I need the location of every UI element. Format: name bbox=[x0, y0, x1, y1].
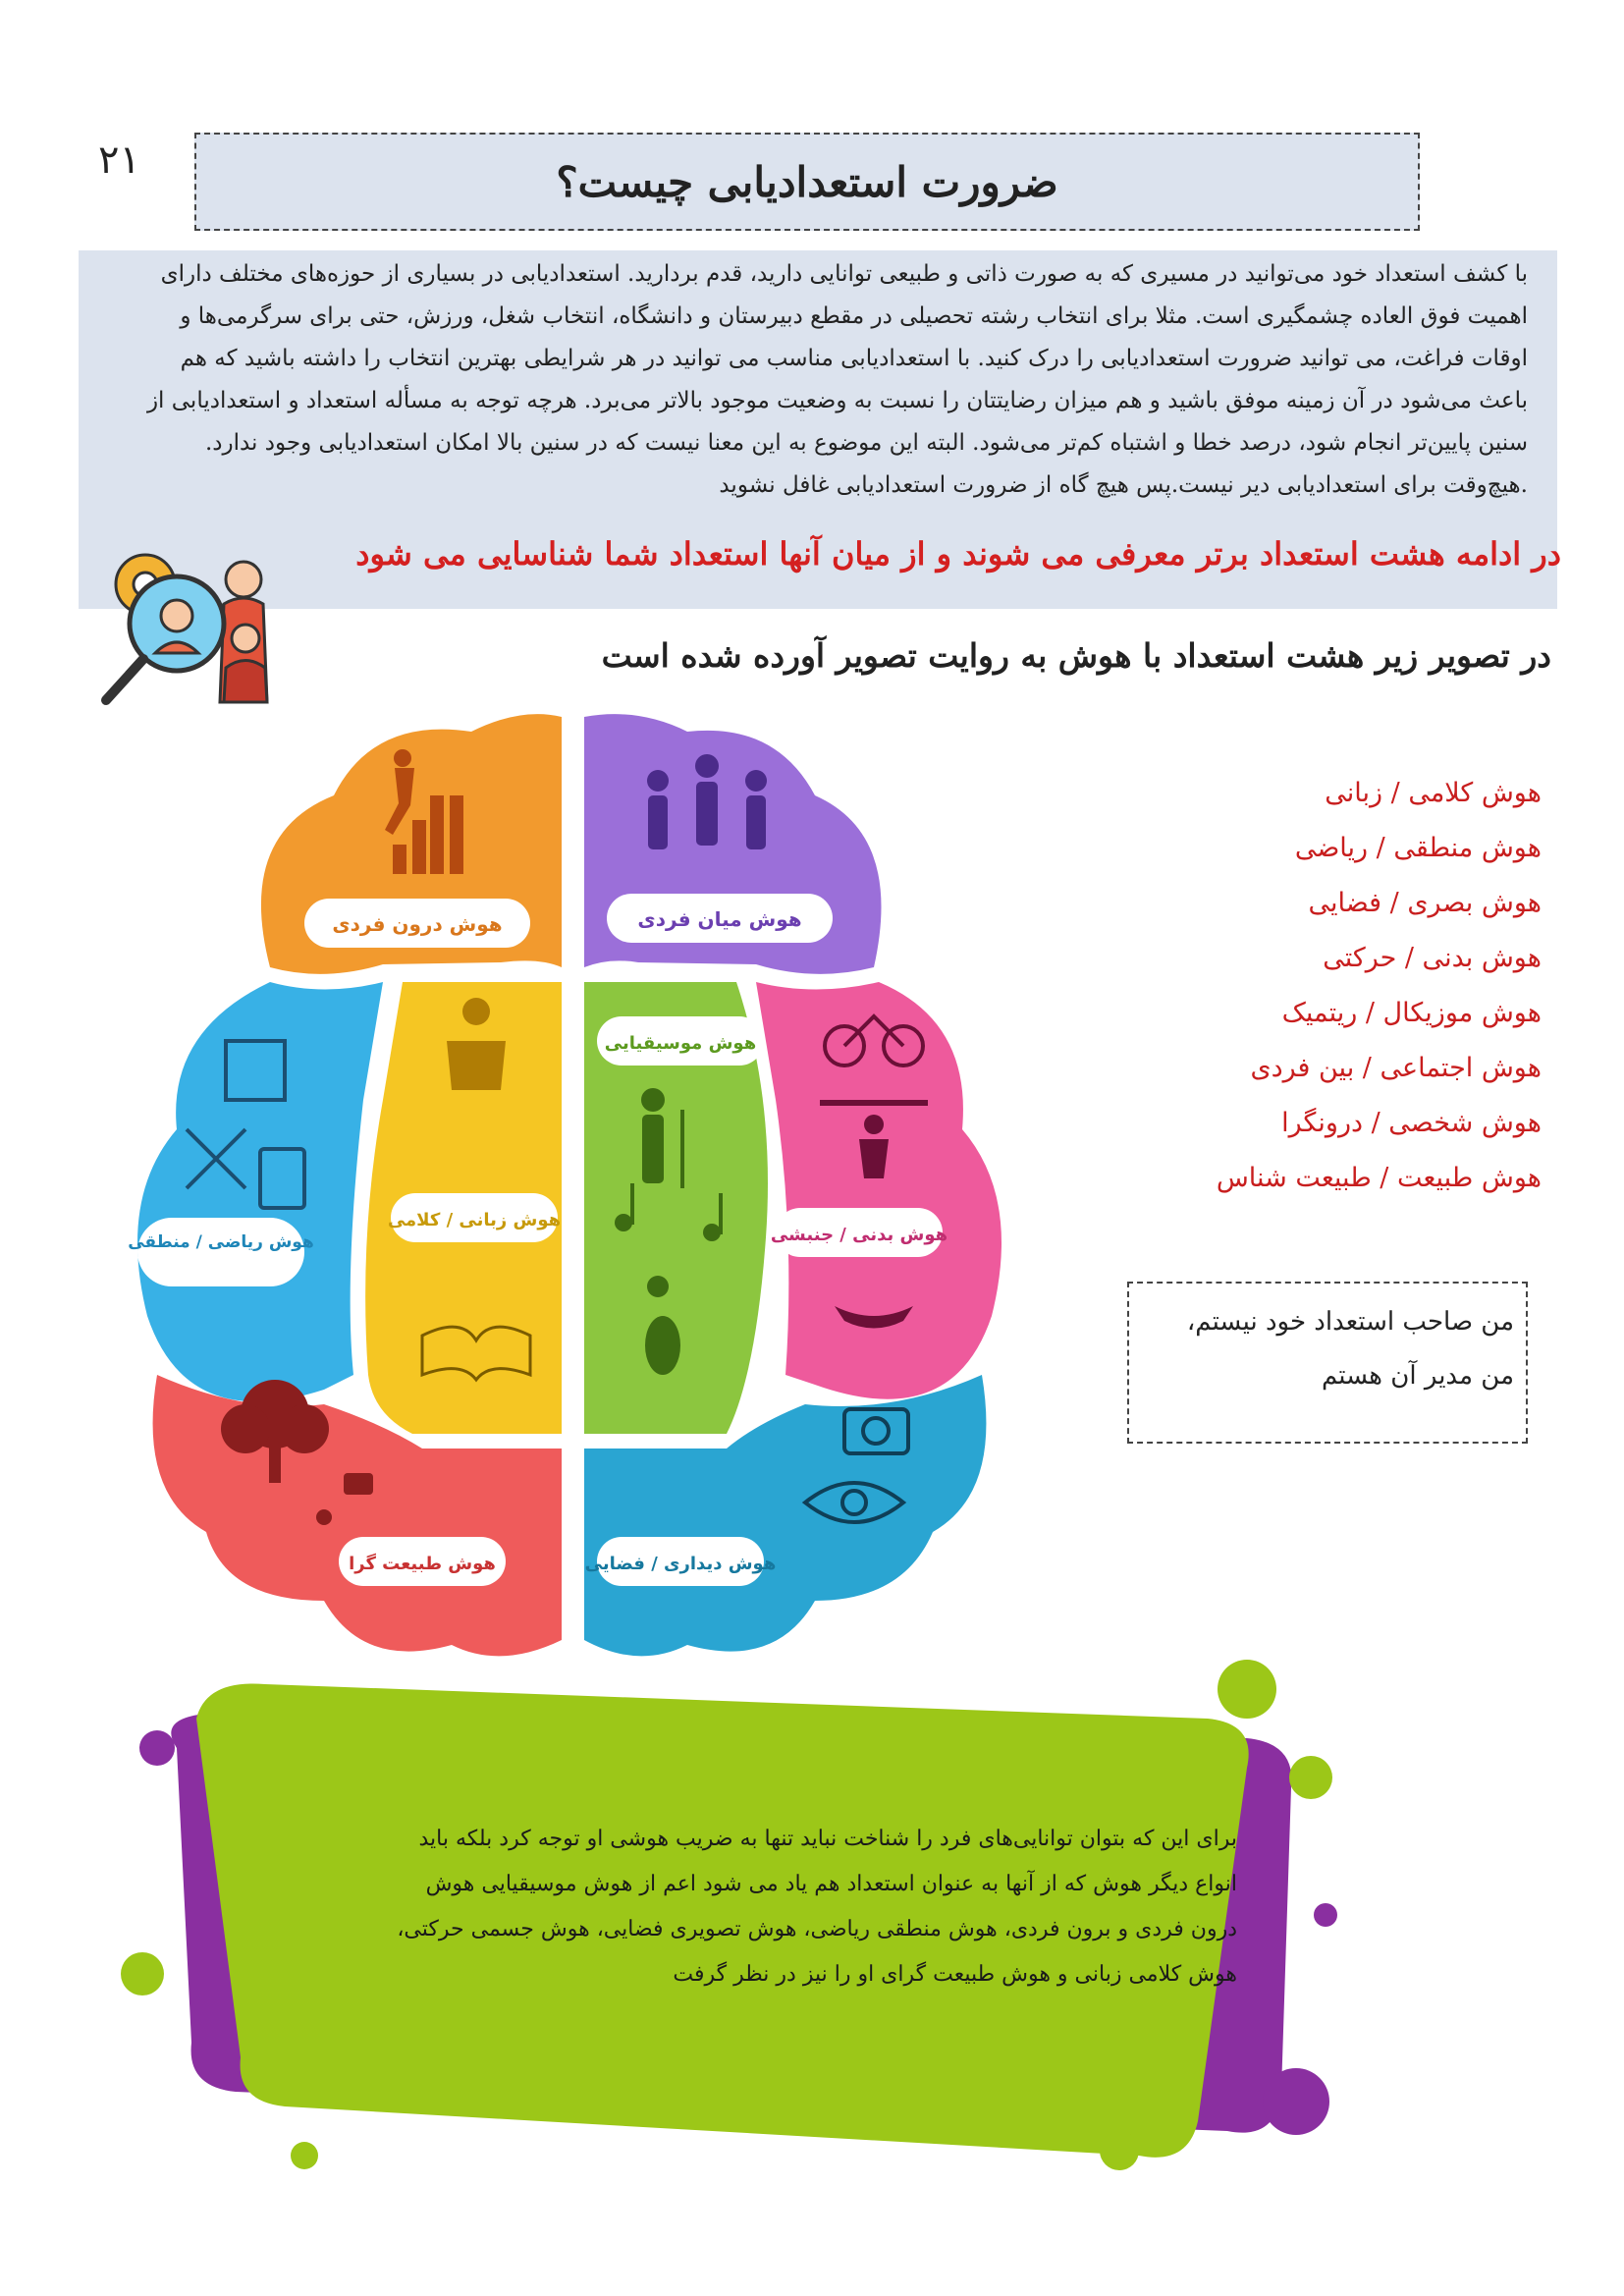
dot bbox=[1218, 1660, 1276, 1719]
intro-highlight: در ادامه هشت استعداد برتر معرفی می شوند و از میان آنها استعداد شما شناسایی می شود bbox=[355, 535, 1561, 573]
bottom-line: درون فردی و برون فردی، هوش منطقی ریاضی، هوش تصویری فضایی، هوش جسمی حرکتی، bbox=[397, 1917, 1237, 1941]
intro-line: با کشف استعداد خود می‌توانید در مسیری که به صورت ذاتی و طبیعی توانایی دارید، قدم بردارید. استعدادیابی در بسیاری از حوزه‌های مختلف دارای bbox=[160, 261, 1528, 287]
intro-line: باعث می‌شود در آن زمینه موفق باشید و هم میزان رضایتتان را نسبت به وضعیت موجود بالاتر می‌برد. هرچه توجه به مسأله استعداد و استعدادیابی از bbox=[146, 388, 1528, 413]
bottom-line: برای این که بتوان توانایی‌های فرد را شناخت نباید تنها به ضریب هوشی او توجه کرد بلکه باید bbox=[418, 1827, 1237, 1851]
list-item: هوش بدنی / حرکتی bbox=[1323, 943, 1542, 973]
naturalist-label: هوش طبیعت گرا bbox=[349, 1554, 496, 1574]
list-item: هوش شخصی / درونگرا bbox=[1281, 1108, 1542, 1138]
intelligence-list bbox=[1159, 766, 1542, 1206]
dot bbox=[1289, 1756, 1332, 1799]
quote-line: من صاحب استعداد خود نیستم، bbox=[1186, 1307, 1514, 1337]
list-item: هوش طبیعت / طبیعت شناس bbox=[1216, 1163, 1542, 1193]
bodily-label: هوش بدنی / جنبشی bbox=[770, 1225, 948, 1245]
list-item: هوش بصری / فضایی bbox=[1308, 888, 1542, 918]
dot bbox=[1263, 2068, 1329, 2135]
list-item: هوش موزیکال / ریتمیک bbox=[1281, 998, 1542, 1028]
linguistic-label: هوش زبانی / کلامی bbox=[387, 1210, 562, 1230]
intro-line: سنین پایین‌تر انجام شود، درصد خطا و اشتباه کم‌تر می‌شود. البته این موضوع به این معنا نیست که در سنین بالا امکان استعدادیابی وجود ندارد. bbox=[204, 430, 1528, 456]
label-pill bbox=[137, 1218, 304, 1286]
pink-lobe bbox=[756, 982, 1001, 1399]
section-subheading: در تصویر زیر هشت استعداد با هوش به روایت تصویر آورده شده است bbox=[601, 636, 1551, 675]
logical-label: هوش ریاضی / منطقی bbox=[128, 1232, 314, 1252]
bottom-paragraph bbox=[295, 1817, 1237, 1997]
spatial-label: هوش دیداری / فضایی bbox=[584, 1554, 777, 1574]
quote-box bbox=[1127, 1282, 1528, 1444]
musical-label: هوش موسیقیایی bbox=[604, 1033, 757, 1054]
bottom-line: انواع دیگر هوش که از آنها به عنوان استعداد هم یاد می شود اعم از هوش موسیقیایی هوش bbox=[425, 1872, 1237, 1896]
intro-paragraph bbox=[79, 253, 1557, 507]
dot bbox=[291, 2142, 318, 2169]
bottom-line: هوش کلامی زبانی و هوش طبیعت گرای او را نیز در نظر گرفت bbox=[673, 1962, 1237, 1987]
intrapersonal-label: هوش درون فردی bbox=[332, 912, 503, 936]
dot bbox=[1314, 1903, 1337, 1927]
brain-infographic bbox=[128, 687, 1021, 1679]
list-item: هوش منطقی / ریاضی bbox=[1294, 833, 1542, 863]
list-item: هوش کلامی / زبانی bbox=[1325, 778, 1542, 808]
intro-line: .هیچ‌وقت برای استعدادیابی دیر نیست.پس هیچ گاه از ضرورت استعدادیابی غافل نشوید bbox=[719, 472, 1528, 498]
list-item: هوش اجتماعی / بین فردی bbox=[1250, 1053, 1542, 1083]
intro-line: اوقات فراغت، می توانید ضرورت استعدادیابی را درک کنید. با استعدادیابی مناسب می توانید در هر شرایطی بهترین انتخاب را داشته باشید که هم bbox=[180, 346, 1528, 371]
intro-line: اهمیت فوق العاده چشمگیری است. مثلا برای انتخاب رشته تحصیلی در مقطع دبیرستان و دانشگاه، انتخاب شغل، ورزش، حتی برای سرگرمی‌ها و bbox=[180, 303, 1528, 329]
dot bbox=[139, 1730, 175, 1766]
title-box bbox=[194, 133, 1420, 231]
quote-line: من مدیر آن هستم bbox=[1321, 1361, 1514, 1391]
page-title: ضرورت استعدادیابی چیست؟ bbox=[556, 157, 1058, 206]
dot bbox=[121, 1952, 164, 1995]
page-number: ۲۱ bbox=[98, 137, 140, 183]
dot bbox=[1100, 2131, 1139, 2170]
talent-search-icon bbox=[98, 545, 275, 707]
interpersonal-label: هوش میان فردی bbox=[637, 907, 802, 931]
